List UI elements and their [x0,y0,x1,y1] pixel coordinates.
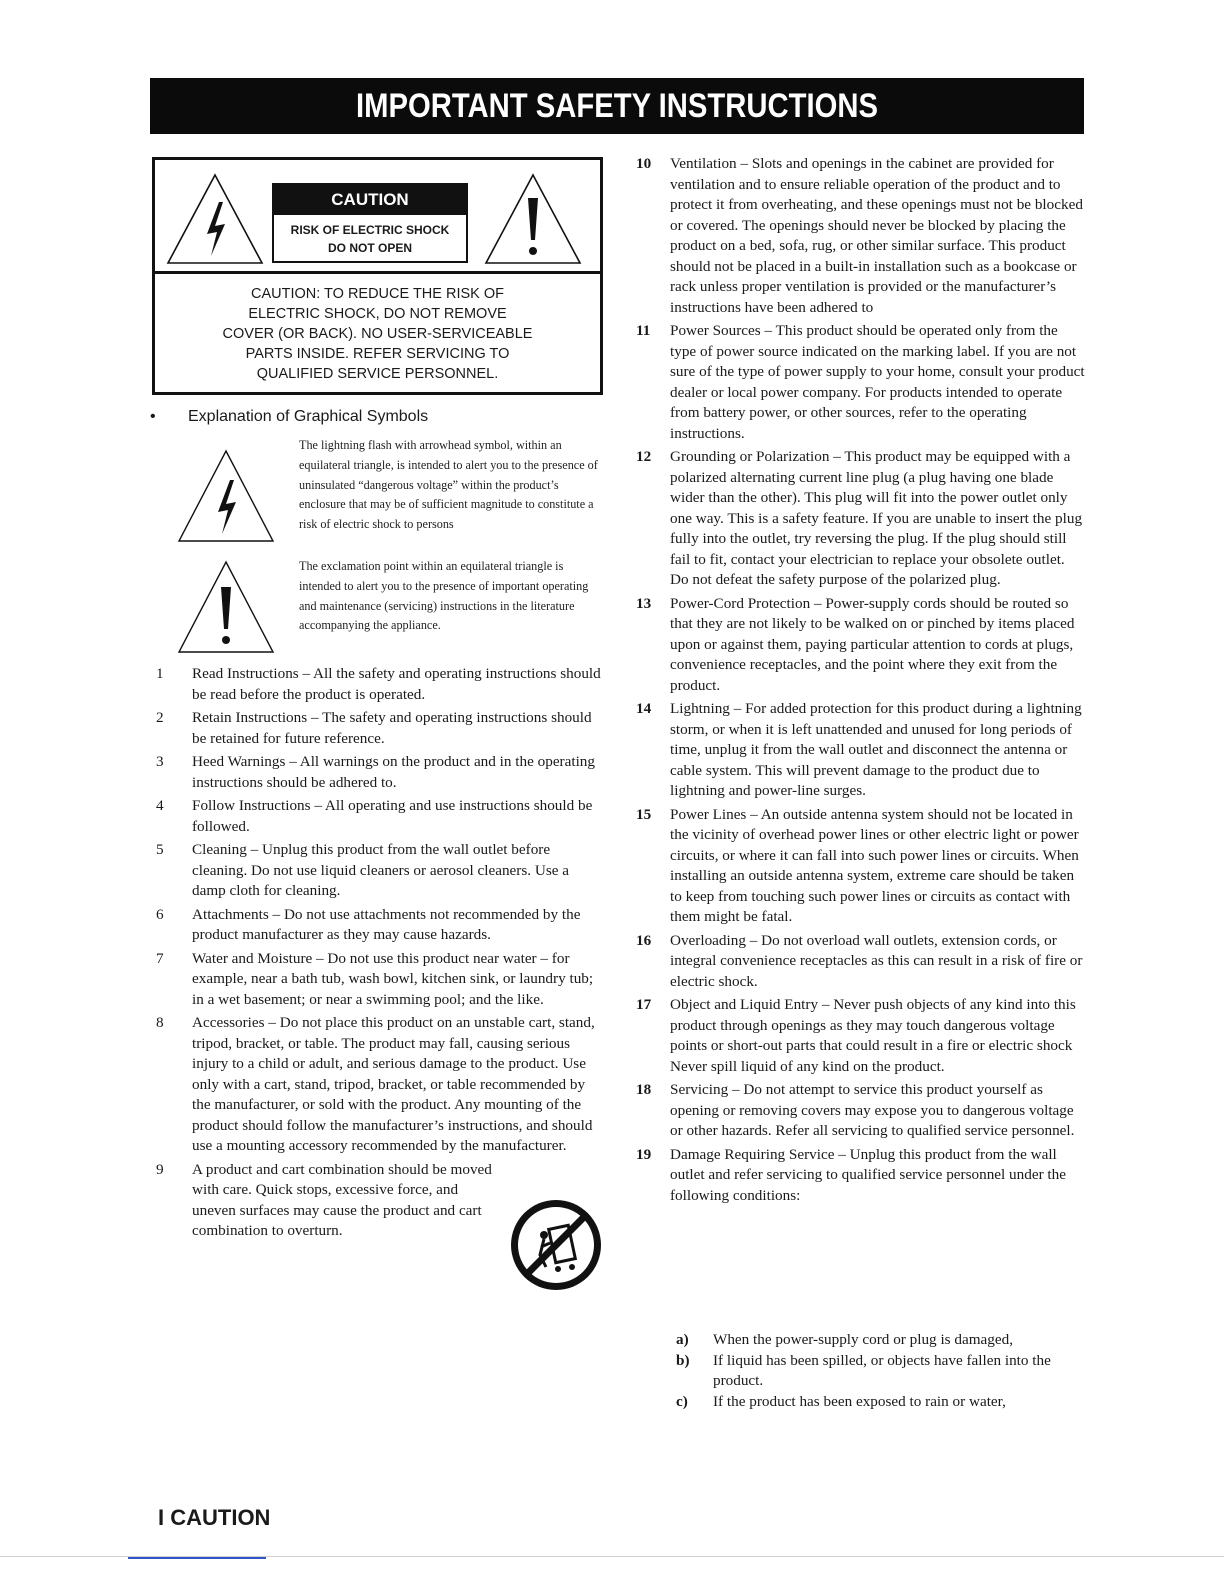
item-text: Accessories – Do not place this product on an unstable cart, stand, tripod, bracket, or table. The product may fall, causing serious injury to a child or adult, and serious damage to the product. Use only with a cart, stand, tripod, bracket, or table recommended by the manufacturer, or sold with the product. Any mounting of the product should follow the manufacturer’s instructions, and should use a mounting accessory recommended by the manufacturer. [192,1014,595,1154]
lightning-symbol-description: The lightning flash with arrowhead symbol, within an equilateral triangle, is intended to alert you to the presence of uninsulated “dangerous voltage” within the product’s enclosure that may be of sufficient magnitude to constitute a risk of electric shock to persons [299,438,598,532]
symbols-heading [150,407,610,427]
item-number: 9 [156,1160,164,1178]
list-item [636,154,1086,318]
item-text: Overloading – Do not overload wall outlets, extension cords, or integral convenience receptacles as this can result in a risk of fire or electric shock. [670,931,1083,990]
caution-text-line: PARTS INSIDE. REFER SERVICING TO [245,346,510,362]
instructions-list-right [636,154,1086,1209]
service-conditions-list [676,1330,1088,1412]
item-number: 17 [636,996,652,1013]
item-number: 6 [156,905,164,923]
item-number: 4 [156,797,164,814]
item-text: Retain Instructions – The safety and operating instructions should be retained for future reference. [192,709,592,747]
item-text: Cleaning – Unplug this product from the wall outlet before cleaning. Do not use liquid cleaners or aerosol cleaners. Use a damp cloth for cleaning. [192,841,570,899]
caution-box [152,157,603,395]
item-number: 2 [156,709,164,726]
list-item [636,699,1086,802]
item-text: Power Lines – An outside antenna system should not be located in the vicinity of overhead power lines or other electric light or power circuits, or where it can fall into such power lines or circuits. When installing an outside antenna system, extreme care should be taken to keep from touching such power lines or circuits as contact with them might be fatal. [670,805,1079,925]
item-number: 1 [156,665,164,682]
list-item [636,995,1086,1077]
item-text: Follow Instructions – All operating and use instructions should be followed. [192,797,593,835]
list-item [636,931,1086,993]
item-number: 5 [156,841,164,858]
item-text: Object and Liquid Entry – Never push objects of any kind into this product through openings as they may touch dangerous voltage points or short-out parts that could result in a fire or electric shock Never spill liquid of any kind on the product. [670,996,1076,1075]
list-item [156,752,606,793]
item-label: a) [676,1331,689,1348]
item-number: 16 [636,931,652,949]
item-text: If the product has been exposed to rain or water, [713,1392,1006,1410]
lightning-triangle-icon [176,448,276,544]
footer-accent-bar [128,1557,266,1559]
item-number: 15 [636,805,652,823]
caution-text-line: CAUTION: TO REDUCE THE RISK OF [251,286,504,302]
item-number: 10 [636,155,652,172]
item-text: If liquid has been spilled, or objects have fallen into the product. [713,1351,1051,1389]
item-text: Water and Moisture – Do not use this product near water – for example, near a bath tub, wash bowl, kitchen sink, or laundry tub; in a wet basement; or near a swimming pool; and the like. [192,949,594,1008]
caution-warning-text [155,284,600,384]
caution-text-line: QUALIFIED SERVICE PERSONNEL. [256,366,499,382]
item-text: Grounding or Polarization – This product may be equipped with a polarized alternating current line plug (a plug having one blade wider than the other). This plug will fit into the power outlet only one way. This is a safety feature. If you are unable to insert the plug fully into the outlet, try reversing the plug. If the plug should still fail to fit, contact your electrician to replace your obsolete outlet. Do not defeat the safety purpose of the polarized plug. [670,448,1083,588]
list-item [636,321,1086,444]
list-item [636,1145,1086,1207]
exclamation-triangle-icon [176,559,276,655]
list-item [156,1013,606,1157]
list-item [156,905,606,946]
item-text: Read Instructions – All the safety and operating instructions should be read before the product is operated. [192,665,601,703]
item-text: Ventilation – Slots and openings in the cabinet are provided for ventilation and to ensure reliable operation of the product and to protect it from overheating, and these openings must not be blocked or covered. The openings should never be blocked by placing the product on a bed, sofa, rug, or other similar surface. This product should not be placed in a built-in installation such as a bookcase or rack unless proper ventilation is provided or the manufacturer’s instructions have been adhered to [670,155,1083,316]
caution-label-head: CAUTION [274,185,466,215]
list-item [156,796,606,837]
list-item [156,840,606,902]
item-text: Servicing – Do not attempt to service this product yourself as opening or removing covers may expose you to dangerous voltage or other hazards. Refer all servicing to qualified service personnel. [670,1081,1075,1139]
cart-tip-over-icon [508,1197,604,1293]
page-title: IMPORTANT SAFETY INSTRUCTIONS [355,87,878,125]
list-item [676,1351,1088,1392]
item-text: Damage Requiring Service – Unplug this product from the wall outlet and refer servicing to qualified service personnel under the following conditions: [670,1145,1066,1204]
exclamation-symbol-description: The exclamation point within an equilateral triangle is intended to alert you to the presence of important operating and maintenance (servicing) instructions in the literature accompanying the appliance. [299,559,589,633]
exclamation-triangle-icon [483,172,583,266]
item-number: 19 [636,1145,652,1163]
item-text: Power Sources – This product should be operated only from the type of power source indicated on the marking label. If you are not sure of the type of power supply to your home, consult your product dealer or local power company. For products intended to operate from battery power, or other sources, refer to the operating instructions. [670,322,1085,442]
item-number: 13 [636,594,652,612]
caution-text-line: ELECTRIC SHOCK, DO NOT REMOVE [248,306,507,322]
caution-label-line2: DO NOT OPEN [327,241,412,255]
lightning-triangle-icon [165,172,265,266]
item-text: When the power-supply cord or plug is damaged, [713,1331,1013,1348]
item-number: 12 [636,448,652,465]
caution-label-sub [274,215,466,257]
item-number: 3 [156,753,164,770]
list-item [636,1080,1086,1142]
item-number: 7 [156,949,164,967]
caution-text-line: COVER (OR BACK). NO USER-SERVICEABLE [222,326,533,342]
list-item [156,949,606,1011]
item-number: 11 [636,322,651,339]
item-text: Power-Cord Protection – Power-supply cords should be routed so that they are not likely to be walked on or pinched by items placed upon or against them, paying particular attention to cords at plugs, convenience receptacles, and the point where they exit from the product. [670,594,1075,694]
caution-label-area [155,160,600,274]
item-number: 14 [636,700,652,717]
item-text: Lightning – For added protection for this product during a lightning storm, or when it is left unattended and unused for long periods of time, unplug it from the wall outlet and disconnect the antenna or cable system. This will prevent damage to the product due to lightning and power-line surges. [670,700,1082,799]
list-item [156,708,606,749]
instructions-list-left [156,664,606,1245]
item-text: Attachments – Do not use attachments not recommended by the product manufacturer as they may cause hazards. [192,905,581,943]
item-label: b) [676,1351,690,1369]
list-item [156,664,606,705]
item-label: c) [676,1392,688,1410]
item-number: 8 [156,1014,164,1031]
item-text: A product and cart combination should be moved with care. Quick stops, excessive force, and uneven surfaces may cause the product and cart combination to overturn. [192,1160,492,1239]
list-item [676,1330,1088,1351]
symbols-heading-text: Explanation of Graphical Symbols [188,408,429,425]
title-banner [150,78,1084,134]
list-item [636,805,1086,928]
list-item [676,1392,1088,1413]
bullet: • [150,408,156,425]
caution-label [272,183,468,263]
list-item [636,594,1086,697]
caution-label-line1: RISK OF ELECTRIC SHOCK [290,223,450,237]
page-footer-label: I CAUTION [158,1505,271,1530]
list-item [636,447,1086,591]
item-text: Heed Warnings – All warnings on the product and in the operating instructions should be adhered to. [192,753,595,791]
item-number: 18 [636,1081,652,1098]
